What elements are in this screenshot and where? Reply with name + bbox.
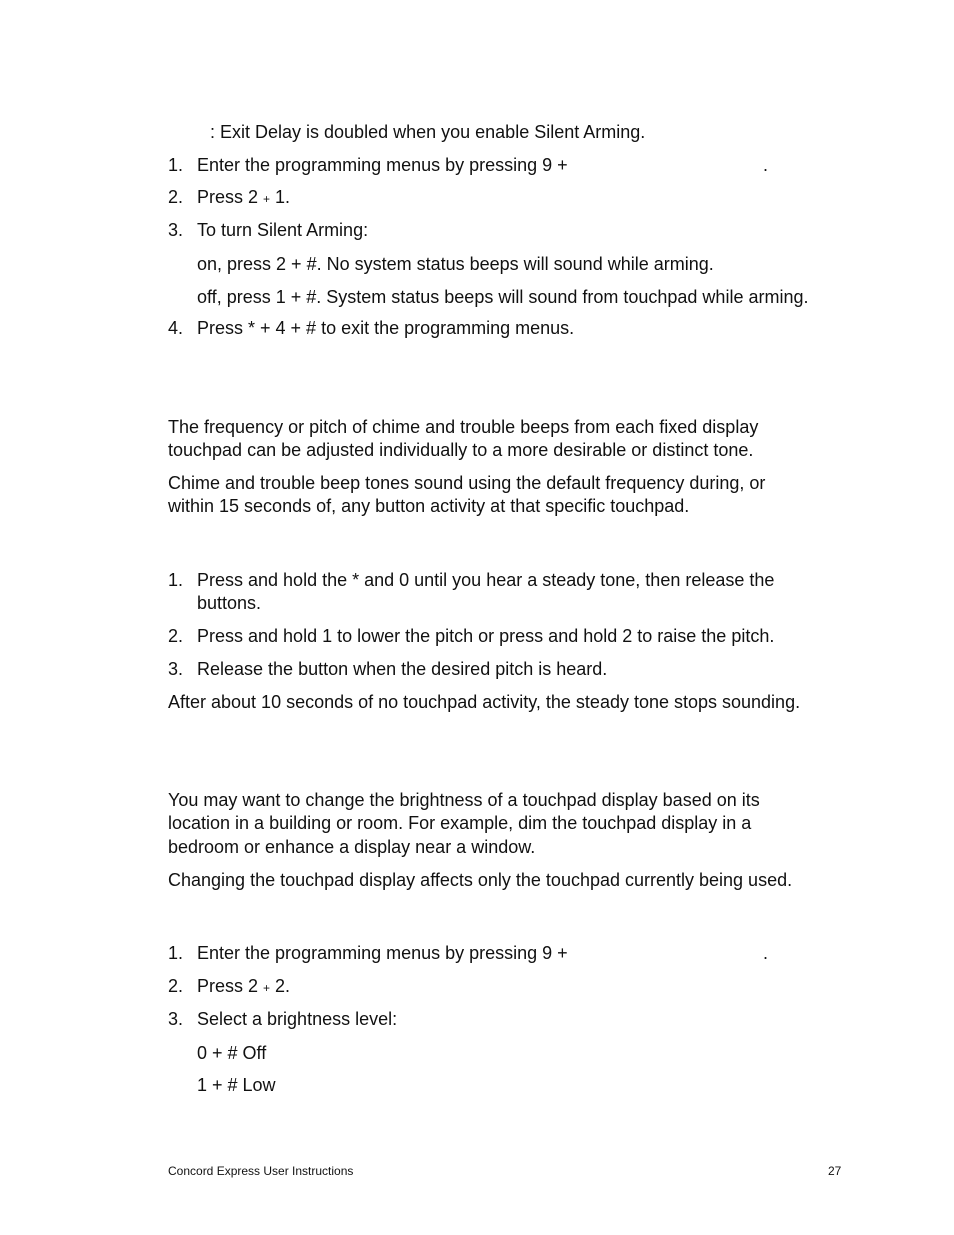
step-text-pre: Press 2 xyxy=(197,976,264,996)
step-number: 4. xyxy=(168,318,184,338)
step-text-continued: buttons. xyxy=(197,593,262,613)
step-text-pre: Press 2 xyxy=(197,187,264,207)
step-number: 2. xyxy=(168,976,184,996)
step-text xyxy=(197,186,290,211)
paragraph-line: touchpad can be adjusted individually to a more desirable or distinct tone. xyxy=(168,440,754,460)
plus-symbol: + xyxy=(263,192,271,206)
step-number: 1. xyxy=(168,943,184,963)
step-text-post: 2. xyxy=(270,976,291,996)
paragraph-line: Changing the touchpad display affects only the touchpad currently being used. xyxy=(168,870,793,890)
paragraph-line: bedroom or enhance a display near a window. xyxy=(168,837,536,857)
step-number: 1. xyxy=(168,570,184,590)
paragraph-line: within 15 seconds of, any button activity at that specific touchpad. xyxy=(168,496,690,516)
step-text: Press and hold 1 to lower the pitch or press and hold 2 to raise the pitch. xyxy=(197,626,775,646)
plus-symbol: + xyxy=(263,981,271,995)
footer-title: Concord Express User Instructions xyxy=(168,1164,354,1178)
step-text: Enter the programming menus by pressing 9 + xyxy=(197,155,568,175)
step-text: To turn Silent Arming: xyxy=(197,220,369,240)
paragraph-line: Chime and trouble beep tones sound using the default frequency during, or xyxy=(168,473,766,493)
step-number: 3. xyxy=(168,659,184,679)
step-text: Press and hold the * and 0 until you hear a steady tone, then release the xyxy=(197,570,775,590)
step-number: 3. xyxy=(168,1009,184,1029)
step-number: 2. xyxy=(168,187,184,207)
step-text-post: 1. xyxy=(270,187,291,207)
step-text xyxy=(197,975,290,1000)
brightness-level-off: 0 + # Off xyxy=(197,1043,267,1063)
step-text: Release the button when the desired pitch is heard. xyxy=(197,659,608,679)
page-number: 27 xyxy=(828,1164,842,1178)
paragraph-line: You may want to change the brightness of a touchpad display based on its xyxy=(168,790,760,810)
step-number: 3. xyxy=(168,220,184,240)
step-number: 1. xyxy=(168,155,184,175)
paragraph-line: After about 10 seconds of no touchpad activity, the steady tone stops sounding. xyxy=(168,692,801,712)
paragraph-line: The frequency or pitch of chime and trouble beeps from each fixed display xyxy=(168,417,759,437)
paragraph-line: location in a building or room. For example, dim the touchpad display in a xyxy=(168,813,752,833)
exit-delay-note: : Exit Delay is doubled when you enable Silent Arming. xyxy=(210,122,646,142)
option-off: off, press 1 + #. System status beeps will sound from touchpad while arming. xyxy=(197,287,809,307)
step-tail: . xyxy=(763,943,769,963)
brightness-level-low: 1 + # Low xyxy=(197,1075,276,1095)
step-text: Select a brightness level: xyxy=(197,1009,398,1029)
step-text: Press * + 4 + # to exit the programming menus. xyxy=(197,318,575,338)
option-on: on, press 2 + #. No system status beeps will sound while arming. xyxy=(197,254,714,274)
step-tail: . xyxy=(763,155,769,175)
step-number: 2. xyxy=(168,626,184,646)
step-text: Enter the programming menus by pressing 9 + xyxy=(197,943,568,963)
